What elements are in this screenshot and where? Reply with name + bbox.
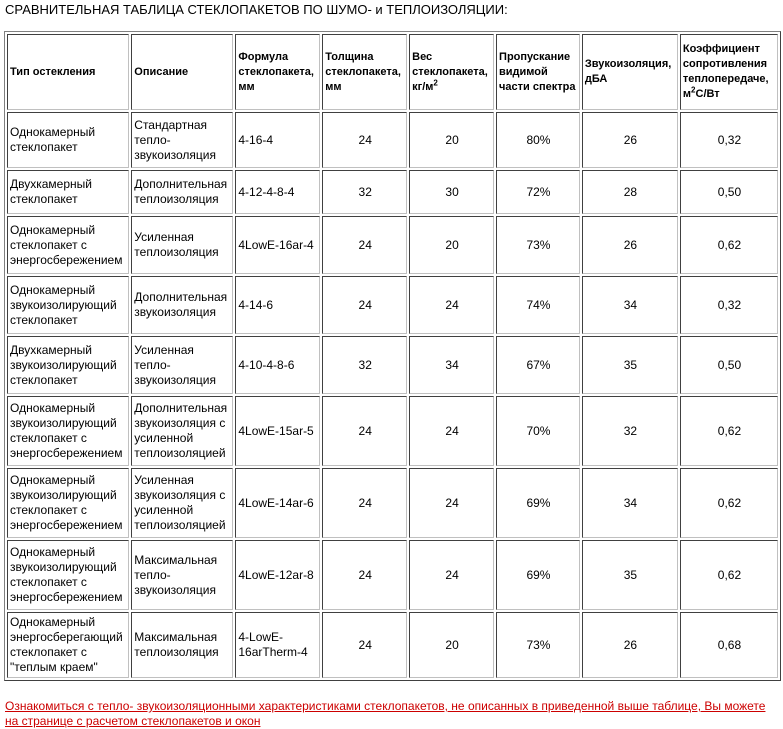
- table-row: [7, 540, 778, 610]
- cell-description: Дополнительная теплоизоляция: [131, 170, 233, 214]
- header-coef-sup: 2: [691, 85, 696, 95]
- cell-heat-coefficient: 0,68: [680, 612, 778, 678]
- cell-transmission: 80%: [496, 112, 580, 168]
- table-row: [7, 468, 778, 538]
- cell-type: Двухкамерный стеклопакет: [7, 170, 129, 214]
- table-row: [7, 612, 778, 678]
- calculation-page-link[interactable]: Ознакомиться с тепло- звукоизоляционными характеристиками стеклопакетов, не описанных в приведенной выше таблице, Вы можете на странице с расчетом стеклопакетов и окон: [5, 699, 766, 728]
- header-coef-text: Коэффициент сопротивления теплопередаче, м: [682, 43, 769, 100]
- cell-heat-coefficient: 0,62: [680, 396, 778, 466]
- cell-formula: 4LowE-16ar-4: [235, 216, 320, 274]
- cell-sound-insulation: 28: [582, 170, 678, 214]
- cell-formula: 4-16-4: [235, 112, 320, 168]
- cell-sound-insulation: 32: [582, 396, 678, 466]
- header-sound: Звукоизоляция, дБА: [582, 34, 678, 110]
- table-row: [7, 396, 778, 466]
- cell-heat-coefficient: 0,62: [680, 540, 778, 610]
- cell-heat-coefficient: 0,50: [680, 170, 778, 214]
- cell-transmission: 69%: [496, 540, 580, 610]
- cell-sound-insulation: 26: [582, 216, 678, 274]
- cell-weight: 24: [409, 396, 494, 466]
- comparison-table: [4, 31, 781, 681]
- cell-description: Стандартная тепло-звукоизоляция: [131, 112, 233, 168]
- cell-transmission: 73%: [496, 612, 580, 678]
- table-body: [7, 112, 778, 678]
- cell-thickness: 24: [322, 276, 407, 334]
- cell-thickness: 32: [322, 336, 407, 394]
- cell-weight: 30: [409, 170, 494, 214]
- table-header-row: [7, 34, 778, 110]
- cell-formula: 4-10-4-8-6: [235, 336, 320, 394]
- cell-thickness: 32: [322, 170, 407, 214]
- cell-transmission: 70%: [496, 396, 580, 466]
- cell-thickness: 24: [322, 112, 407, 168]
- header-weight-text: Вес стеклопакета, кг/м: [412, 50, 488, 93]
- cell-heat-coefficient: 0,32: [680, 276, 778, 334]
- cell-weight: 20: [409, 112, 494, 168]
- cell-type: Однокамерный звукоизолирующий стеклопакет с энергосбережением: [7, 540, 129, 610]
- header-weight-sup: 2: [433, 77, 438, 87]
- cell-type: Однокамерный энергосберегающий стеклопакет с "теплым краем": [7, 612, 129, 678]
- cell-type: Двухкамерный звукоизолирующий стеклопакет: [7, 336, 129, 394]
- cell-weight: 34: [409, 336, 494, 394]
- cell-thickness: 24: [322, 468, 407, 538]
- header-transmission: Пропускание видимой части спектра: [496, 34, 580, 110]
- cell-heat-coefficient: 0,62: [680, 468, 778, 538]
- header-type: Тип остекления: [7, 34, 129, 110]
- cell-heat-coefficient: 0,62: [680, 216, 778, 274]
- table-row: [7, 170, 778, 214]
- cell-formula: 4LowE-15ar-5: [235, 396, 320, 466]
- table-row: [7, 336, 778, 394]
- cell-type: Однокамерный стеклопакет: [7, 112, 129, 168]
- header-desc: Описание: [131, 34, 233, 110]
- cell-transmission: 72%: [496, 170, 580, 214]
- cell-heat-coefficient: 0,50: [680, 336, 778, 394]
- cell-type: Однокамерный звукоизолирующий стеклопакет: [7, 276, 129, 334]
- page-title: СРАВНИТЕЛЬНАЯ ТАБЛИЦА СТЕКЛОПАКЕТОВ ПО ШУМО- и ТЕПЛОИЗОЛЯЦИИ:: [5, 2, 508, 17]
- cell-description: Максимальная тепло-звукоизоляция: [131, 540, 233, 610]
- cell-transmission: 73%: [496, 216, 580, 274]
- cell-sound-insulation: 35: [582, 336, 678, 394]
- cell-transmission: 74%: [496, 276, 580, 334]
- cell-transmission: 69%: [496, 468, 580, 538]
- cell-description: Усиленная тепло-звукоизоляция: [131, 336, 233, 394]
- cell-weight: 24: [409, 468, 494, 538]
- cell-weight: 20: [409, 216, 494, 274]
- header-coef: [680, 34, 778, 110]
- cell-formula: 4-12-4-8-4: [235, 170, 320, 214]
- cell-formula: 4-14-6: [235, 276, 320, 334]
- cell-type: Однокамерный звукоизолирующий стеклопакет с энергосбережением: [7, 468, 129, 538]
- cell-description: Дополнительная звукоизоляция: [131, 276, 233, 334]
- cell-thickness: 24: [322, 540, 407, 610]
- table-row: [7, 112, 778, 168]
- header-formula: Формула стеклопакета, мм: [235, 34, 320, 110]
- header-thickness: Толщина стеклопакета, мм: [322, 34, 407, 110]
- table-row: [7, 216, 778, 274]
- cell-formula: 4LowE-14ar-6: [235, 468, 320, 538]
- cell-formula: 4-LowE-16arTherm-4: [235, 612, 320, 678]
- cell-thickness: 24: [322, 612, 407, 678]
- header-coef-unit: С/Вт: [695, 88, 720, 100]
- table-row: [7, 276, 778, 334]
- cell-description: Усиленная звукоизоляция с усиленной теплоизоляцией: [131, 468, 233, 538]
- cell-description: Усиленная теплоизоляция: [131, 216, 233, 274]
- cell-sound-insulation: 35: [582, 540, 678, 610]
- cell-type: Однокамерный звукоизолирующий стеклопакет с энергосбережением: [7, 396, 129, 466]
- cell-weight: 24: [409, 276, 494, 334]
- cell-heat-coefficient: 0,32: [680, 112, 778, 168]
- cell-thickness: 24: [322, 396, 407, 466]
- cell-description: Максимальная теплоизоляция: [131, 612, 233, 678]
- cell-thickness: 24: [322, 216, 407, 274]
- cell-transmission: 67%: [496, 336, 580, 394]
- cell-formula: 4LowE-12ar-8: [235, 540, 320, 610]
- cell-sound-insulation: 34: [582, 276, 678, 334]
- cell-sound-insulation: 26: [582, 612, 678, 678]
- cell-sound-insulation: 26: [582, 112, 678, 168]
- cell-weight: 24: [409, 540, 494, 610]
- header-weight: [409, 34, 494, 110]
- cell-weight: 20: [409, 612, 494, 678]
- cell-description: Дополнительная звукоизоляция с усиленной теплоизоляцией: [131, 396, 233, 466]
- cell-sound-insulation: 34: [582, 468, 678, 538]
- cell-type: Однокамерный стеклопакет с энергосбережением: [7, 216, 129, 274]
